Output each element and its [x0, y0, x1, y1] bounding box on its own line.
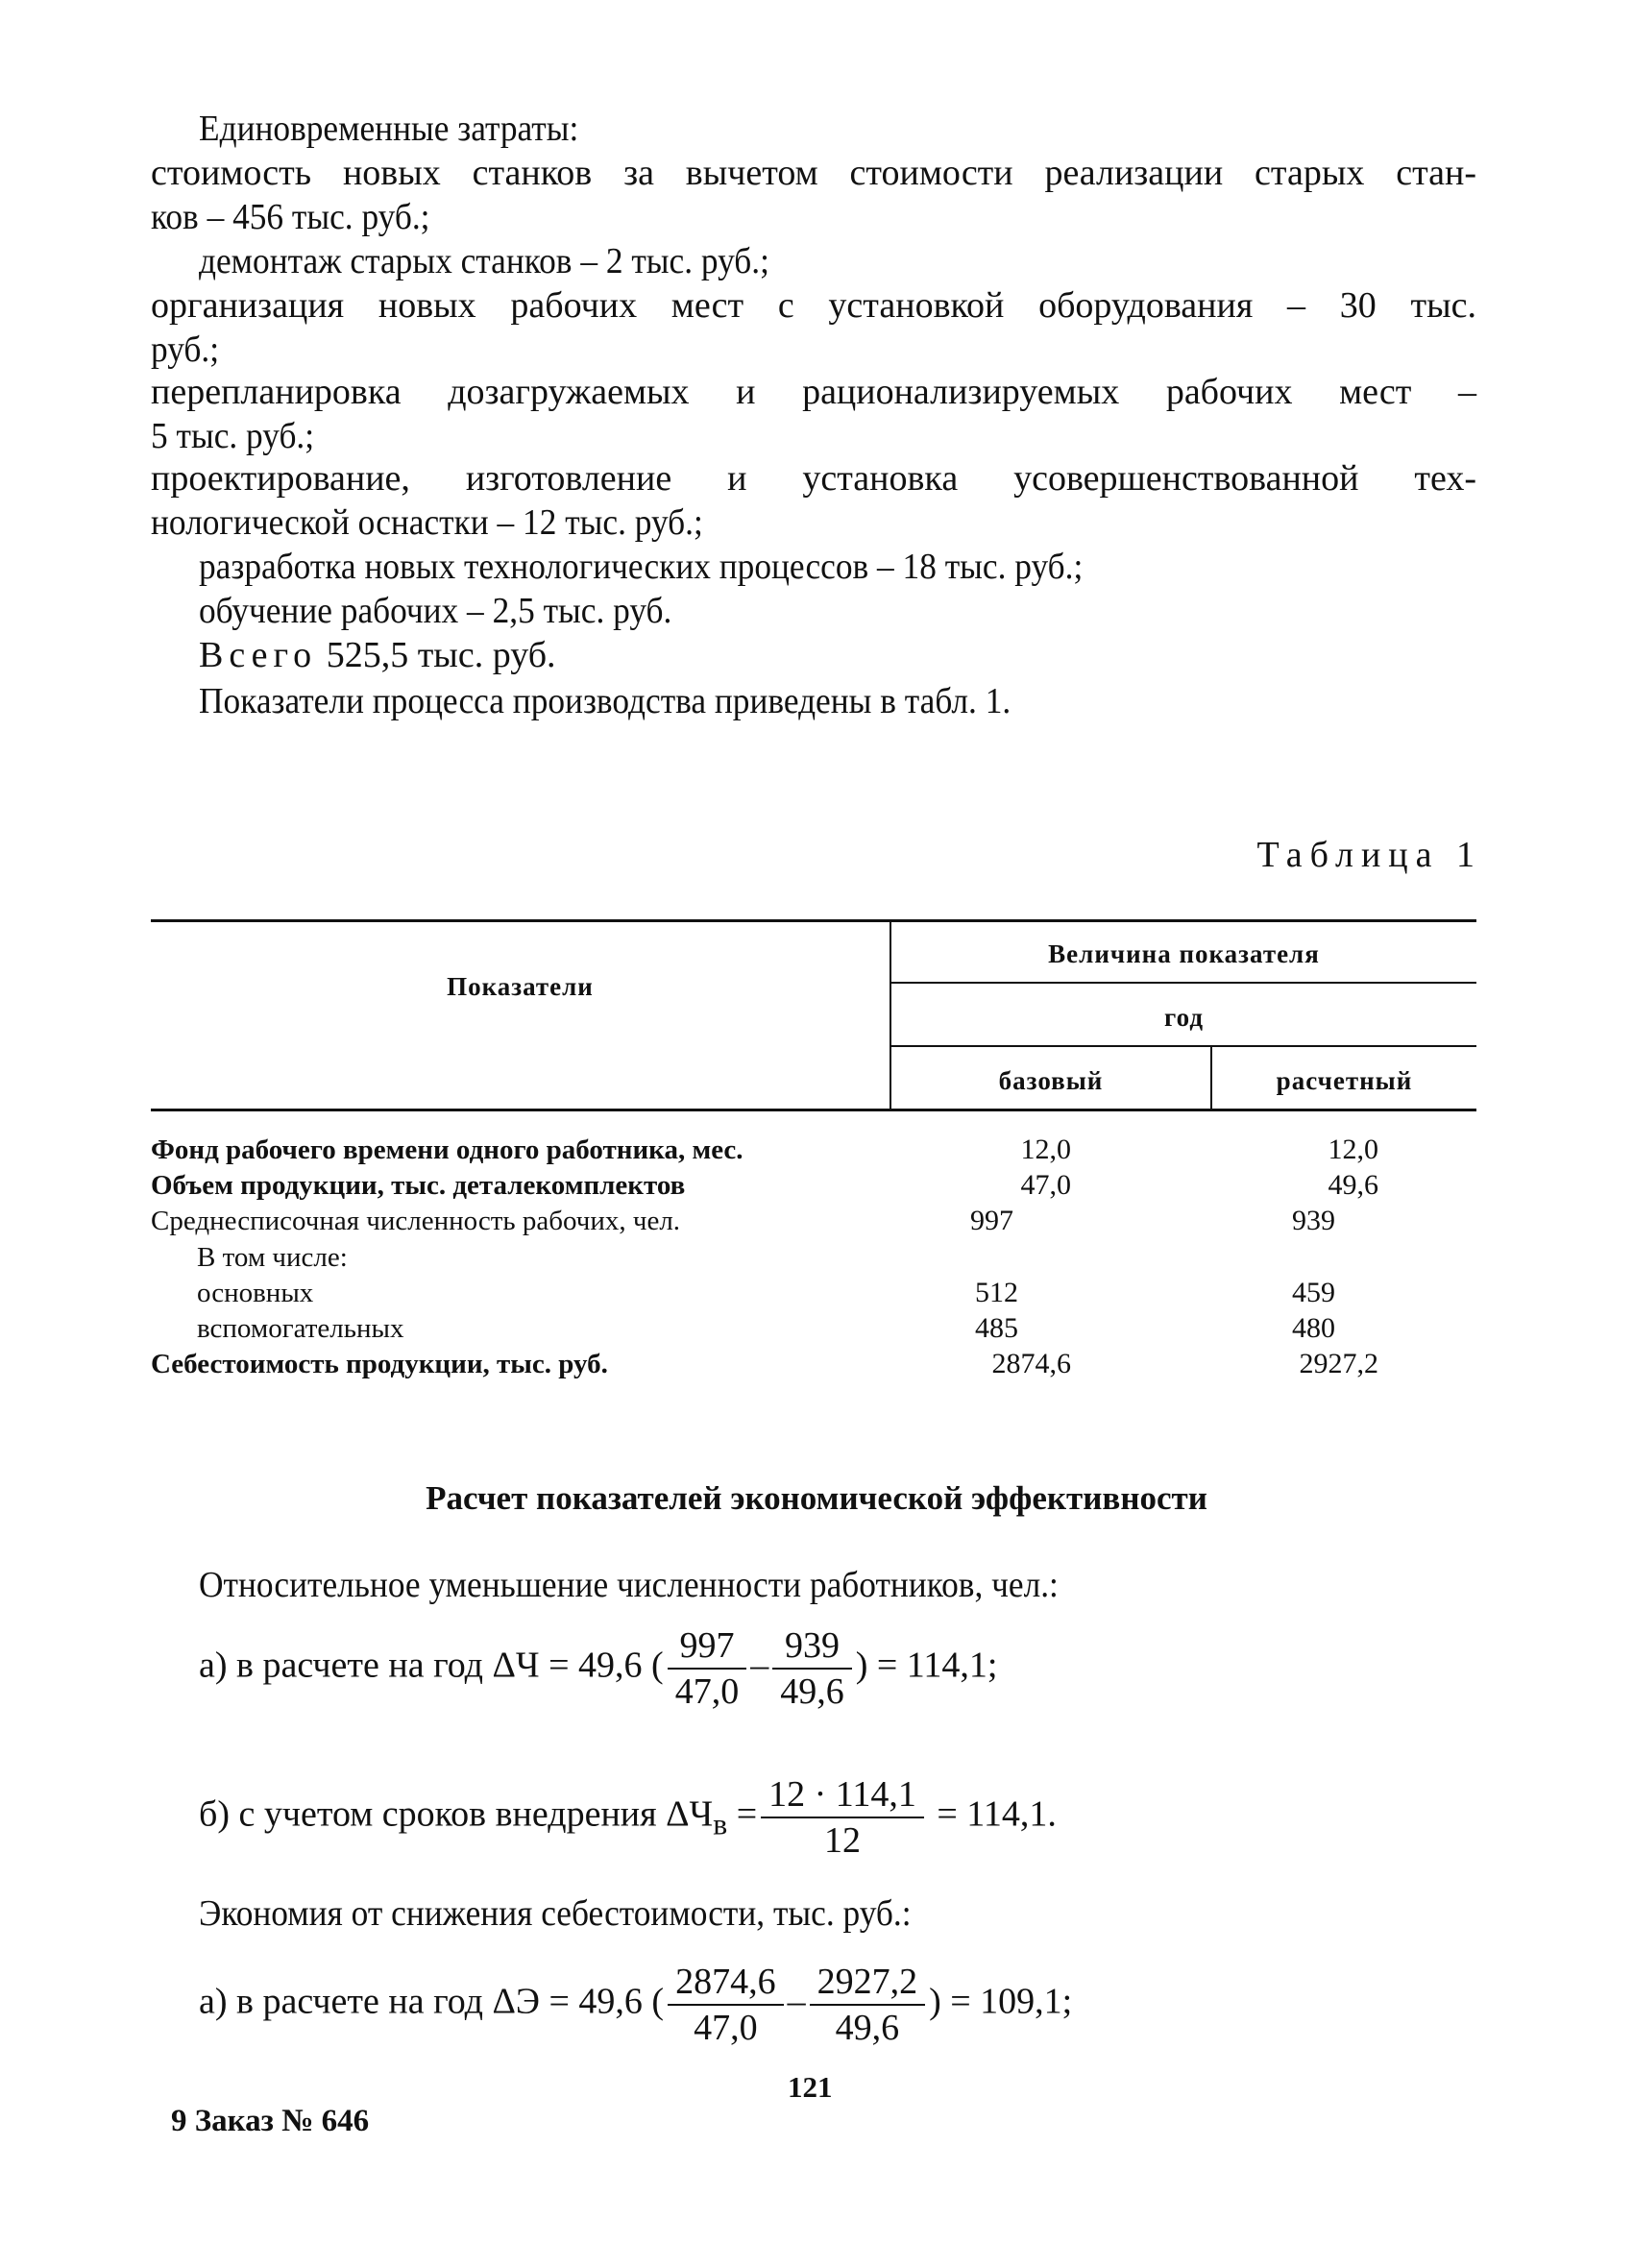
row-calc-work-fund: 12,0: [1328, 1134, 1378, 1165]
subscript-v: в: [713, 1807, 728, 1841]
header-base-year: базовый: [998, 1066, 1104, 1095]
formula-3-result: ) = 109,1;: [929, 1981, 1073, 2022]
cost-item-7: обучение рабочих – 2,5 тыс. руб.: [199, 591, 672, 631]
fraction-29272-496: [810, 1960, 926, 2050]
header-value: Величина показателя: [1048, 939, 1320, 968]
cost-item-1-line-2: ков – 456 тыс. руб.;: [151, 197, 430, 237]
cost-item-5-line-2: нологической оснастки – 12 тыс. руб.;: [151, 502, 703, 543]
reduction-title: Относительное уменьшение численности работников, чел.:: [199, 1565, 1059, 1605]
table-rule-under-value: [891, 982, 1476, 984]
savings-title: Экономия от снижения себестоимости, тыс. руб.:: [199, 1893, 912, 1934]
row-label-cost: Себестоимость продукции, тыс. руб.: [151, 1349, 608, 1379]
page-number: 121: [788, 2070, 833, 2104]
total-value: 525,5 тыс. руб.: [326, 635, 556, 675]
header-indicators: Показатели: [447, 972, 594, 1001]
cost-item-4-line-1: перепланировка дозагружаемых и рационализируемых рабочих мест –: [151, 372, 1476, 412]
row-calc-cost: 2927,2: [1299, 1348, 1378, 1379]
cost-item-2: демонтаж старых станков – 2 тыс. руб.;: [199, 241, 769, 281]
row-calc-headcount: 939: [1292, 1205, 1335, 1236]
cost-item-5-line-1: проектирование, изготовление и установка усовершенствованной тех-: [151, 458, 1476, 499]
formula-2-result: = 114,1.: [937, 1793, 1057, 1835]
fraction-numerator: 997: [668, 1623, 747, 1670]
fraction-denominator: 47,0: [694, 2008, 758, 2048]
order-info: 9 Заказ № 646: [171, 2104, 370, 2138]
fraction-denominator: 49,6: [835, 2008, 900, 2048]
fraction-numerator: 12 · 114,1: [761, 1772, 924, 1818]
row-calc-output-volume: 49,6: [1328, 1169, 1378, 1201]
cost-item-1-line-1: стоимость новых станков за вычетом стоимости реализации старых стан-: [151, 153, 1476, 193]
row-label-including: В том числе:: [197, 1242, 348, 1273]
table-header-bottom-rule: [151, 1109, 1476, 1111]
row-base-main-workers: 512: [975, 1277, 1018, 1308]
fraction-28746-47: [668, 1960, 784, 2050]
row-label-work-fund: Фонд рабочего времени одного работника, мес.: [151, 1134, 743, 1165]
formula-reduction-year: [199, 1623, 997, 1714]
formula-1-prefix: а) в расчете на год ΔЧ = 49,6 (: [199, 1645, 664, 1686]
cost-item-3-line-2: руб.;: [151, 329, 220, 370]
table-caption: Таблица 1: [1256, 835, 1482, 875]
row-label-main-workers: основных: [197, 1278, 314, 1308]
section-title: Расчет показателей экономической эффективности: [426, 1479, 1207, 1517]
total-line: [199, 634, 556, 676]
fraction-997-47: [668, 1623, 747, 1714]
row-base-work-fund: 12,0: [1020, 1134, 1071, 1165]
cost-item-6: разработка новых технологических процессов – 18 тыс. руб.;: [199, 547, 1084, 587]
table-reference: Показатели процесса производства приведены в табл. 1.: [199, 681, 1011, 721]
header-calc-year: расчетный: [1276, 1066, 1413, 1095]
row-label-auxiliary-workers: вспомогательных: [197, 1313, 404, 1344]
row-label-headcount: Среднесписочная численность рабочих, чел.: [151, 1206, 681, 1236]
formula-3-prefix: а) в расчете на год ΔЭ = 49,6 (: [199, 1981, 665, 2022]
fraction-denominator: 12: [824, 1820, 861, 1861]
cost-item-3-line-1: организация новых рабочих мест с установкой оборудования – 30 тыс.: [151, 285, 1476, 326]
row-base-headcount: 997: [970, 1205, 1013, 1236]
fraction-numerator: 2874,6: [668, 1960, 784, 2006]
fraction-12x1141-12: [761, 1772, 924, 1863]
fraction-denominator: 47,0: [674, 1671, 740, 1712]
fraction-numerator: 2927,2: [810, 1960, 926, 2006]
row-base-auxiliary-workers: 485: [975, 1312, 1018, 1344]
row-base-output-volume: 47,0: [1020, 1169, 1071, 1201]
minus-sign: –: [750, 1645, 769, 1686]
fraction-939-496: [772, 1623, 852, 1714]
minus-sign: –: [787, 1981, 806, 2022]
cost-item-4-line-2: 5 тыс. руб.;: [151, 416, 315, 456]
formula-savings-year: [199, 1960, 1072, 2050]
fraction-denominator: 49,6: [780, 1671, 844, 1712]
row-calc-auxiliary-workers: 480: [1292, 1312, 1335, 1344]
row-base-cost: 2874,6: [991, 1348, 1071, 1379]
fraction-numerator: 939: [772, 1623, 852, 1670]
formula-reduction-implementation: [199, 1772, 1057, 1863]
formula-1-result: ) = 114,1;: [855, 1645, 998, 1686]
equals-sign: =: [736, 1793, 758, 1835]
table-top-rule: [151, 919, 1476, 922]
table-rule-under-year: [891, 1045, 1476, 1047]
header-year: год: [1164, 1003, 1204, 1032]
total-label: Всего: [199, 635, 318, 675]
costs-heading: Единовременные затраты:: [199, 109, 579, 149]
row-label-output-volume: Объем продукции, тыс. деталекомплектов: [151, 1170, 686, 1201]
row-calc-main-workers: 459: [1292, 1277, 1335, 1308]
formula-2-prefix: б) с учетом сроков внедрения ΔЧ: [199, 1793, 714, 1835]
